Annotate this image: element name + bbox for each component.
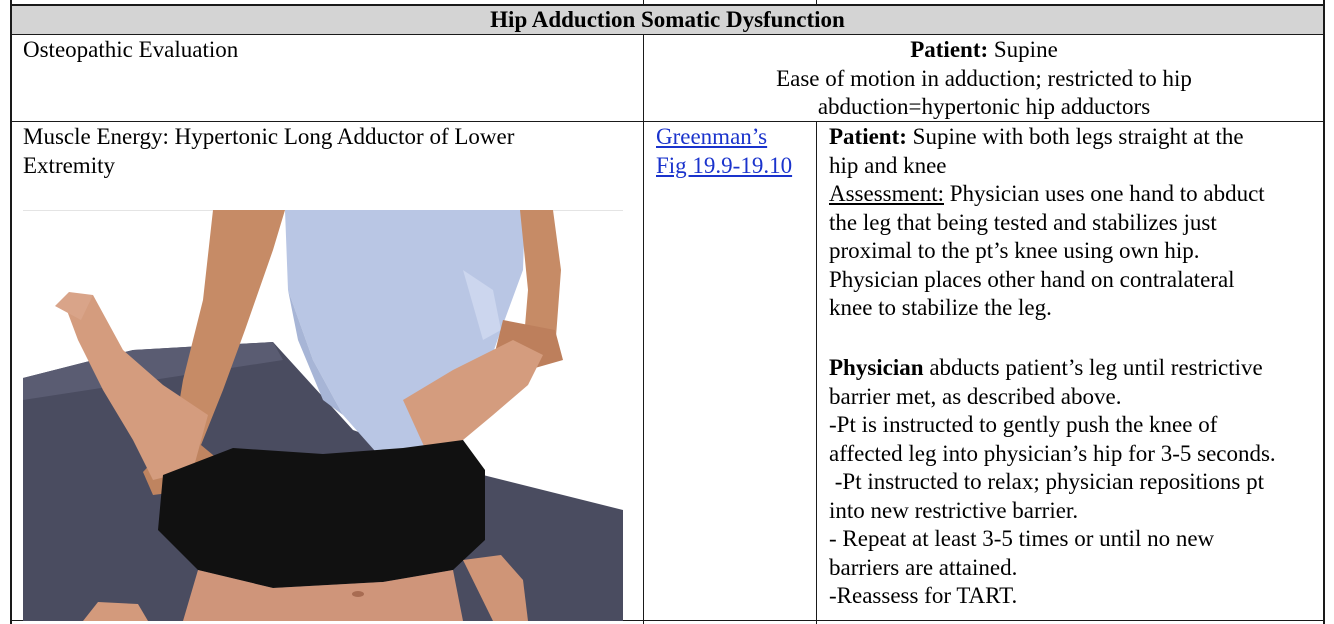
header-bottom-rule [11,34,1324,35]
technique-photo [23,210,623,621]
table-title: Hip Adduction Somatic Dysfunction [490,7,845,32]
procedure-patient-label: Patient: [829,124,907,149]
table-border-left [10,0,12,624]
top-stub-divider-1 [643,0,644,5]
step2-line1: -Pt instructed to relax; physician repositions pt [829,469,1265,494]
technique-title-line1: Muscle Energy: Hypertonic Long Adductor of Lower [23,124,515,149]
reference-link-line2[interactable]: Fig 19.9-19.10 [656,152,793,178]
assessment-line1: Assessment: Physician uses one hand to abduct [829,181,1265,206]
step1-line2: affected leg into physician’s hip for 3-5 seconds. [829,440,1276,466]
step4-line: -Reassess for TART. [829,583,1018,608]
evaluation-finding-line2: abduction=hypertonic hip adductors [817,94,1151,119]
procedure-patient-line2: hip and knee [829,152,947,178]
patient-label: Patient: [910,37,989,62]
step1-line1: -Pt is instructed to gently push the knee of [829,412,1218,437]
col-divider-main [643,35,644,624]
step2-line2: into new restrictive barrier. [829,497,1079,523]
technique-photo-illustration [23,210,623,621]
evaluation-label: Osteopathic Evaluation [23,37,239,62]
assessment-line4: Physician places other hand on contralateral [829,266,1235,292]
assessment-label: Assessment: [829,181,944,206]
bottom-rule-mid [644,620,816,621]
assessment-line5: knee to stabilize the leg. [829,295,1052,320]
evaluation-finding-line1: Ease of motion in adduction; restricted to hip [776,65,1192,91]
patient-position: Supine [988,37,1058,62]
col-divider-reference [816,122,817,624]
step3-line2: barriers are attained. [829,554,1018,580]
assessment-line2: the leg that being tested and stabilizes just [829,209,1217,235]
physician-line1: Physician abducts patient’s leg until restrictive [829,355,1263,380]
procedure-patient-line1: Patient: Supine with both legs straight at the [829,124,1244,149]
evaluation-patient-line [644,36,1324,65]
technique-title-line2: Extremity [23,152,115,178]
reference-link-line1[interactable]: Greenman’s [656,124,768,149]
physician-line2: barrier met, as described above. [829,383,1122,409]
bottom-rule-right [817,620,1324,621]
physician-label: Physician [829,355,924,380]
top-stub-divider-2 [816,0,817,5]
assessment-line3: proximal to the pt’s knee using own hip. [829,238,1200,263]
step3-line1: - Repeat at least 3-5 times or until no new [829,526,1215,551]
